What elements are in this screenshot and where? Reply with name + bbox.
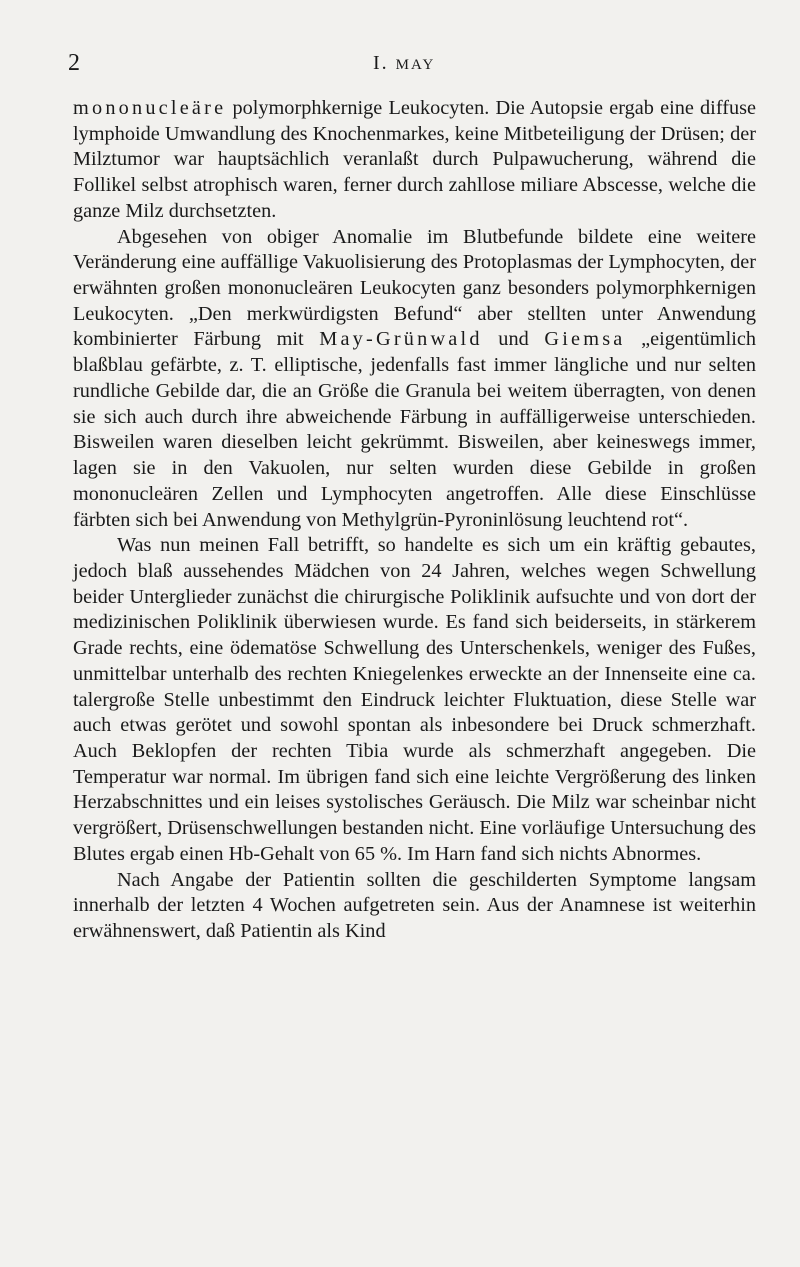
page-number: 2 bbox=[68, 50, 80, 76]
spaced-emphasis-text: May-Grünwald bbox=[319, 328, 483, 351]
body-text bbox=[73, 96, 756, 945]
paragraph-text-segment: „eigentümlich blaßblau gefärbte, z. T. elliptische, jedenfalls fast immer längliche und nur selten rundliche Gebilde dar, die an Größe die Granula bei weitem überragten, von denen sie sich auch durch ihre abweichende Färbung in auffälligerweise unterschieden. Bisweilen waren dieselben leicht gekrümmt. Bisweilen, aber keineswegs immer, lagen sie in den Vakuolen, nur selten wurden diese Gebilde in großen mononucleären Zellen und Lymphocyten angetroffen. Alle diese Einschlüsse färbten sich bei Anwendung von Methylgrün-Pyroninlösung leuchtend rot“. bbox=[73, 328, 756, 531]
paragraph-text-segment: polymorphkernige Leukocyten. Die Autopsie ergab eine diffuse lymphoide Umwandlung des Knochenmarkes, keine Mitbeteiligung der Drüsen; der Milztumor war hauptsächlich veranlaßt durch Pulpawucherung, während die Follikel selbst atrophisch waren, ferner durch zahllose miliare Abscesse, welche die ganze Milz durchsetzten. bbox=[73, 97, 756, 222]
paragraph-1 bbox=[73, 96, 756, 225]
paragraph-text-segment: und bbox=[482, 328, 545, 351]
page-header bbox=[68, 50, 758, 84]
author-name: MAY bbox=[395, 57, 436, 73]
spaced-emphasis-text: Giemsa bbox=[544, 328, 626, 351]
running-head bbox=[373, 52, 435, 75]
paragraph-text-segment: Was nun meinen Fall betrifft, so handelte es sich um ein kräftig gebautes, jedoch blaß aussehendes Mädchen von 24 Jahren, welches wegen Schwellung beider Unterglieder zunächst die chirurgische Poliklinik aufsuchte und von dort der medizinischen Poliklinik überwiesen wurde. Es fand sich beiderseits, in stärkerem Grade rechts, eine ödematöse Schwellung des Unterschenkels, weniger des Fußes, unmittelbar unterhalb des rechten Kniegelenkes erweckte an der Innenseite eine ca. talergroße Stelle unbestimmt den Eindruck leichter Fluktuation, diese Stelle war auch etwas gerötet und sowohl spontan als inbesondere bei Druck schmerzhaft. Auch Beklopfen der rechten Tibia wurde als schmerzhaft angegeben. Die Temperatur war normal. Im übrigen fand sich eine leichte Vergrößerung des linken Herzabschnittes und ein leises systolisches Geräusch. Die Milz war scheinbar nicht vergrößert, Drüsenschwellungen bestanden nicht. Eine vorläufige Untersuchung des Blutes ergab einen Hb-Gehalt von 65 %. Im Harn fand sich nichts Abnormes. bbox=[73, 534, 756, 865]
author-initial: I. bbox=[373, 52, 389, 74]
paragraph-3 bbox=[73, 533, 756, 867]
paragraph-text-segment: Nach Angabe der Patientin sollten die geschilderten Symptome langsam innerhalb der letzten 4 Wochen aufgetreten sein. Aus der Anamnese ist weiterhin erwähnenswert, daß Patientin als Kind bbox=[73, 868, 756, 942]
spaced-emphasis-text: mononucleäre bbox=[73, 97, 227, 119]
paragraph-2 bbox=[73, 225, 756, 534]
paragraph-4 bbox=[73, 868, 756, 945]
paragraph-text-segment: Abgesehen von obiger Anomalie im Blutbefunde bildete eine weitere Veränderung eine auffällige Vakuolisierung des Protoplasmas der Lymphocyten, der erwähnten großen mononucleären Leukocyten ganz besonders polymorphkernigen Leukocyten. „Den merkwürdigsten Befund“ aber stellten unter Anwendung kombinierter Färbung mit bbox=[73, 225, 756, 351]
